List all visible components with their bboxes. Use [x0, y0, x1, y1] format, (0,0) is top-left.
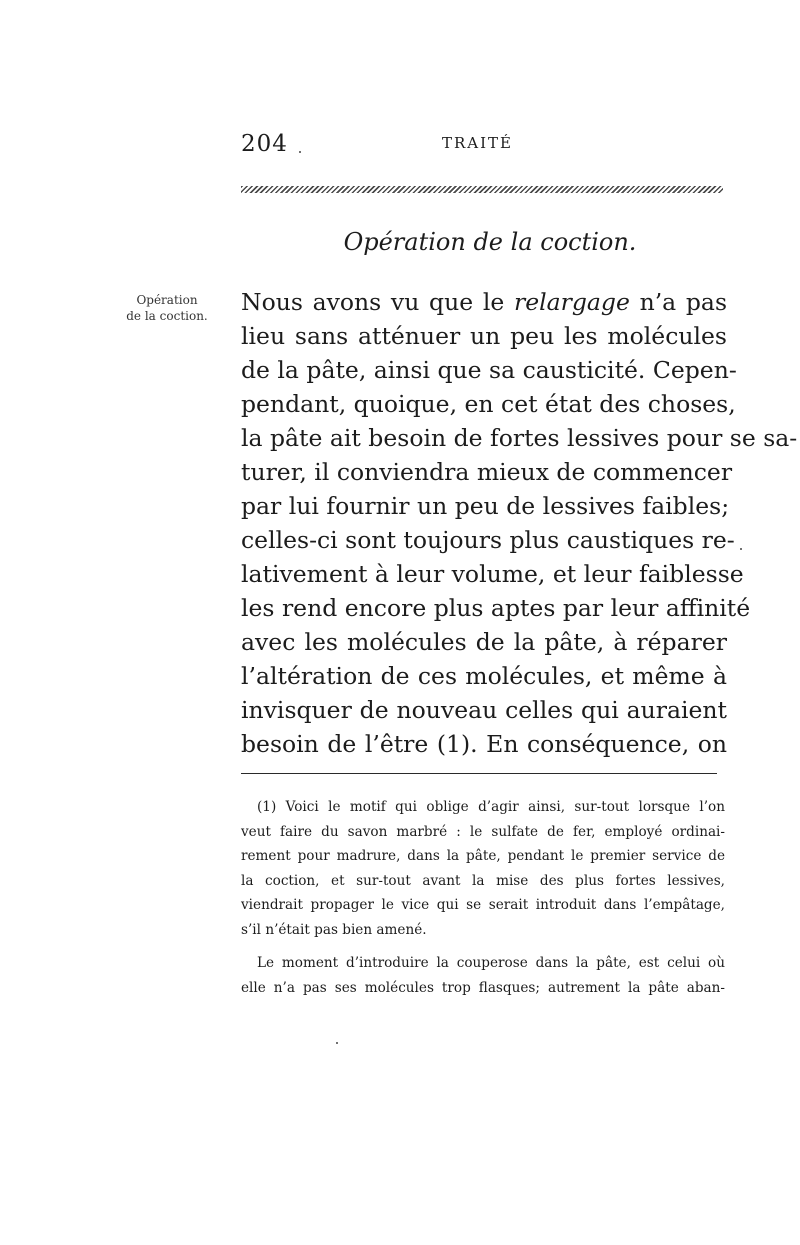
- print-speck: [299, 151, 301, 153]
- footnote-line: s’il n’était pas bien amené.: [241, 921, 427, 938]
- footnote-line: (1) Voici le motif qui oblige d’agir ainsi, sur-tout lorsque l’on: [257, 799, 725, 815]
- body-line: de la pâte, ainsi que sa causticité. Cepen-: [241, 356, 737, 384]
- margin-note-line: Opération: [136, 293, 198, 307]
- body-line: les rend encore plus aptes par leur affinité: [241, 594, 751, 622]
- body-line: par lui fournir un peu de lessives faibles;: [241, 492, 730, 520]
- print-speck: [336, 1042, 338, 1044]
- footnote-line: elle n’a pas ses molécules trop flasques; autrement la pâte aban-: [241, 979, 725, 996]
- body-line: celles-ci sont toujours plus caustiques re-: [241, 526, 735, 554]
- footnote-line: veut faire du savon marbré : le sulfate de fer, employé ordinai-: [241, 823, 725, 840]
- body-line: besoin de l’être (1). En conséquence, on: [241, 730, 727, 758]
- body-line: la pâte ait besoin de fortes lessives pour se sa-: [241, 424, 798, 452]
- footnote-line: la coction, et sur-tout avant la mise des plus fortes lessives,: [241, 872, 725, 889]
- footnotes: [241, 795, 725, 1000]
- print-speck: [740, 548, 742, 550]
- body-text-run: Nous avons vu que le: [241, 288, 514, 316]
- margin-note-line: de la coction.: [126, 309, 208, 323]
- body-line: [241, 285, 727, 319]
- footnote-line: rement pour madrure, dans la pâte, pendant le premier service de: [241, 848, 725, 864]
- running-head: TRAITÉ: [442, 134, 514, 152]
- body-line: l’altération de ces molécules, et même à: [241, 662, 727, 690]
- footnote-line: Le moment d’introduire la couperose dans la pâte, est celui où: [257, 955, 725, 971]
- footnote-rule: [241, 773, 717, 774]
- margin-note: [112, 292, 222, 324]
- body-line: turer, il conviendra mieux de commencer: [241, 458, 733, 486]
- body-paragraph: [241, 285, 798, 761]
- section-title: Opération de la coction.: [343, 228, 637, 256]
- page-number: 204: [241, 131, 288, 157]
- footnote-paragraph: [241, 951, 725, 1000]
- body-text-run: n’a pas: [629, 288, 728, 316]
- body-line: avec les molécules de la pâte, à réparer: [241, 628, 727, 656]
- footnote-line: viendrait propager le vice qui se serait introduit dans l’empâtage,: [241, 897, 725, 913]
- body-line: lieu sans atténuer un peu les molécules: [241, 322, 727, 350]
- footnote-paragraph: [241, 795, 725, 942]
- body-line: invisquer de nouveau celles qui auraient: [241, 696, 727, 724]
- ornamental-rule: [241, 186, 723, 193]
- italic-term: relargage: [513, 288, 630, 316]
- body-line: lativement à leur volume, et leur faiblesse: [241, 560, 744, 588]
- body-line: pendant, quoique, en cet état des choses,: [241, 390, 736, 418]
